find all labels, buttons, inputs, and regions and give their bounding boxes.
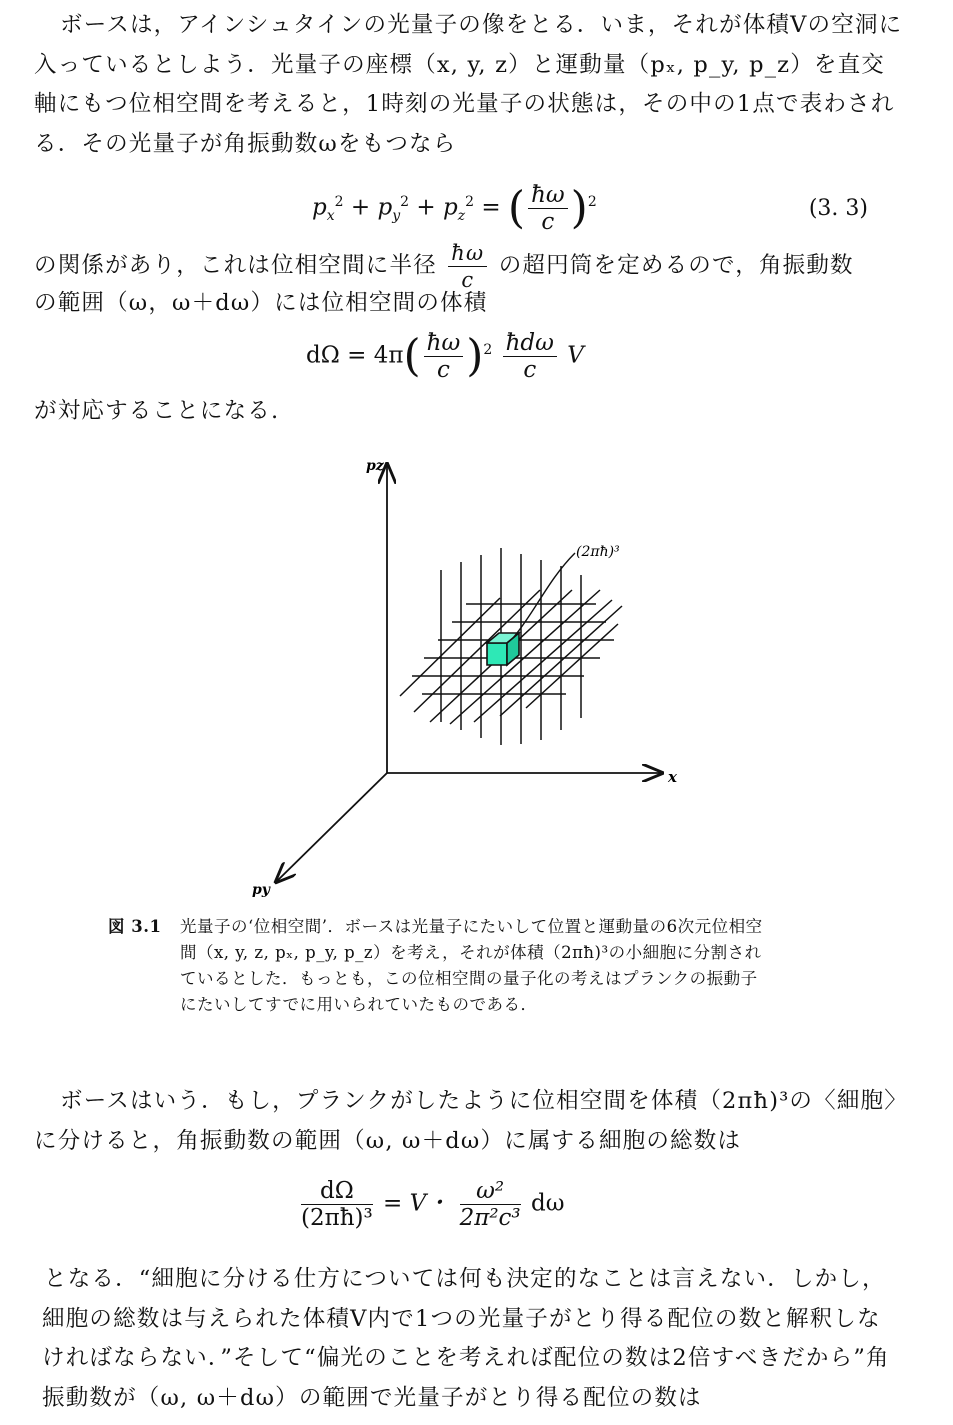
equation-number: (3. 3) bbox=[808, 196, 868, 221]
eq2-den1: c bbox=[436, 357, 450, 383]
eq3-equals: = bbox=[383, 1190, 403, 1217]
eq2-coef: 4π bbox=[373, 342, 404, 369]
eq1-equals: = bbox=[481, 194, 501, 221]
eq1-denominator: c bbox=[541, 209, 555, 235]
eq1-sub-z: z bbox=[457, 208, 466, 225]
eq2-lhs: dΩ bbox=[306, 342, 340, 369]
label-py: py bbox=[252, 882, 270, 898]
equation-cell-count bbox=[298, 1178, 564, 1231]
eq2-num1: ħω bbox=[424, 330, 464, 357]
eq3-num2: ω² bbox=[460, 1178, 521, 1205]
py-axis bbox=[276, 773, 387, 882]
eq3-den2: 2π²c³ bbox=[459, 1205, 521, 1231]
phase-cell-cube bbox=[487, 633, 519, 665]
eq3-fraction-1 bbox=[301, 1178, 373, 1231]
label-pz: pz bbox=[366, 458, 384, 474]
equation-dOmega: dΩ = 4π( $\frac{ħ\omega}{c}$ )$^2$ $\frac{\text{ħdω}}{c}$ V bbox=[306, 330, 584, 383]
eq1-plus-2: + bbox=[416, 194, 436, 221]
eq3-fraction-2 bbox=[460, 1178, 521, 1231]
para2-part-b: の超円筒を定めるので，角振動数 bbox=[498, 252, 854, 279]
eq1-sq-x: 2 bbox=[334, 193, 344, 210]
eq2-sq: 2 bbox=[483, 341, 493, 358]
paragraph-4: ボースはいう．もし，プランクがしたように位相空間を体積（2πħ)³の〈細胞〉に分けると，角振動数の範囲（ω, ω＋dω）に属する細胞の総数は bbox=[34, 1088, 897, 1154]
inline-fraction-den: c bbox=[461, 268, 475, 292]
eq1-sq-z: 2 bbox=[465, 193, 474, 210]
eq3-num1: dΩ bbox=[301, 1178, 373, 1205]
eq2-num2: ħdω bbox=[503, 330, 557, 357]
eq1-pz: p bbox=[442, 194, 458, 221]
eq2-tail: V bbox=[567, 342, 584, 369]
eq1-sub-y: y bbox=[392, 208, 401, 225]
eq2-den2: c bbox=[523, 357, 537, 383]
inline-fraction-num: ħω bbox=[448, 240, 487, 267]
eq1-sub-x: x bbox=[326, 208, 335, 225]
caption-text: 光量子の‘位相空間’．ボースは光量子にたいして位置と運動量の6次元位相空間（x, y, z, pₓ, p_y, p_z）を考え，それが体積（2πħ)³の小細胞に分割されているとした．もっとも，この位相空間の量子化の考えはプランクの振動子にたいしてすでに用いられていたものである． bbox=[180, 917, 763, 1014]
paragraph-1: ボースは，アインシュタインの光量子の像をとる．いま，それが体積Vの空洞に入っているとしよう．光量子の座標（x, y, z）と運動量（pₓ, p_y, p_z）を直交軸にもつ位相空間を考えると，1時刻の光量子の状態は，その中の1点で表わされる．その光量子が角振動数ωをもつなら bbox=[34, 12, 903, 157]
eq1-sq-y: 2 bbox=[400, 193, 410, 210]
paragraph-2-line-2: の範囲（ω，ω＋dω）には位相空間の体積 bbox=[34, 290, 488, 316]
caption-label: 図 3.1 bbox=[108, 917, 162, 936]
eq3-v: V・ bbox=[409, 1190, 450, 1217]
eq1-paren-right: ) bbox=[570, 182, 588, 234]
eq1-paren-left: ( bbox=[507, 182, 526, 234]
eq1-numerator: ħω bbox=[528, 182, 568, 209]
paragraph-3: が対応することになる. bbox=[34, 398, 280, 424]
eq1-py: p bbox=[377, 194, 393, 221]
eq3-tail: dω bbox=[530, 1190, 565, 1217]
eq3-den1: (2πħ)³ bbox=[301, 1205, 373, 1231]
label-x: x bbox=[668, 768, 677, 786]
eq1-px: p bbox=[312, 194, 327, 221]
eq1-sq-rhs: 2 bbox=[587, 193, 597, 210]
para2-part-a: の関係があり，これは位相空間に半径 bbox=[34, 252, 437, 279]
eq2-equals: = bbox=[347, 342, 367, 369]
paragraph-5: となる．“細胞に分ける仕方については何も決定的なことは言えない．しかし，細胞の総数は与えられた体積V内で1つの光量子がとり得る配位の数と解釈しなければならない．”そして“偏光のことを考えれば配位の数は2倍すべきだから”角振動数が（ω, ω＋dω）の範囲で光量子がとり得る配位の数は bbox=[42, 1266, 890, 1411]
eq1-plus-1: + bbox=[350, 194, 371, 221]
label-cell-volume: (2πħ)³ bbox=[576, 544, 620, 560]
